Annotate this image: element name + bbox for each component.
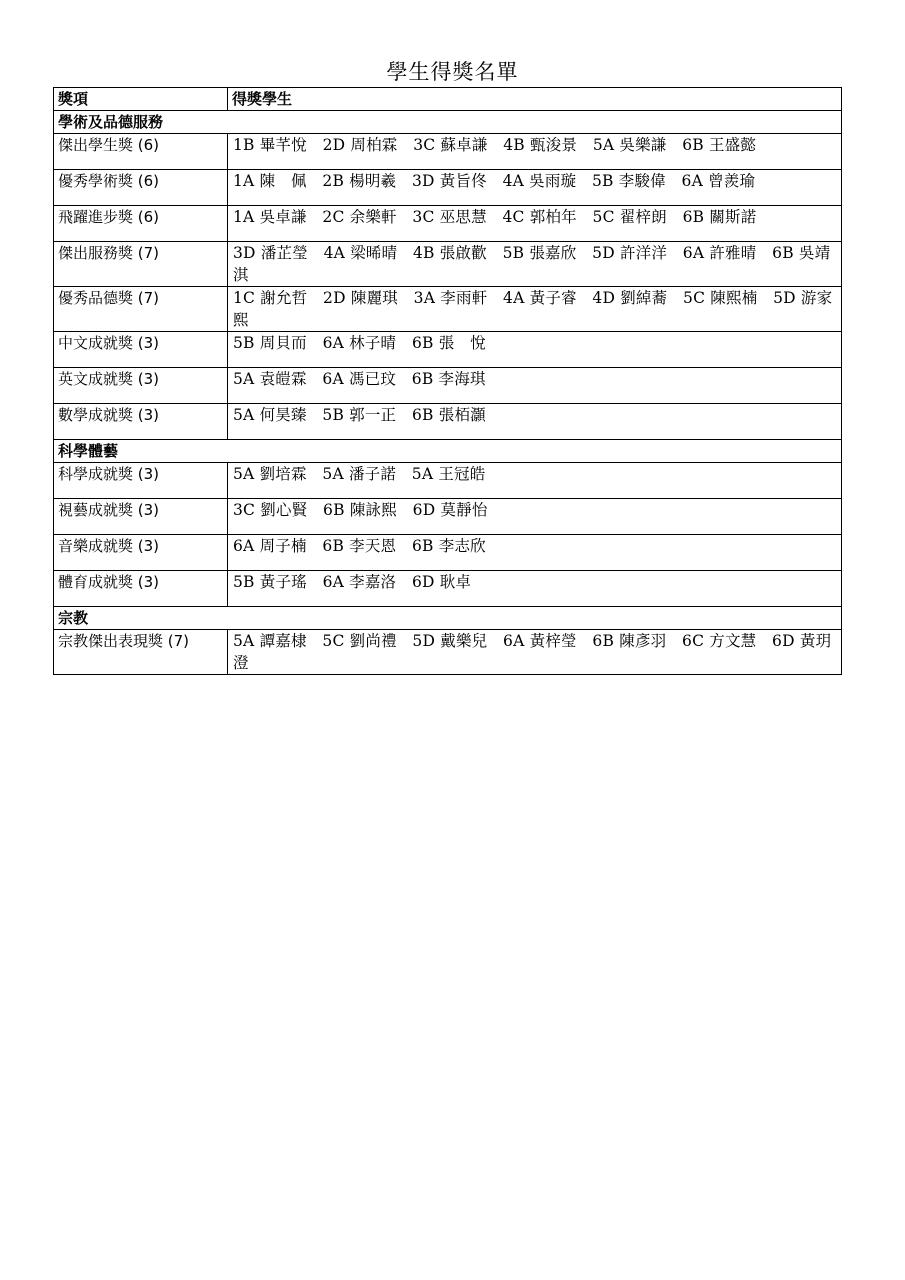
award-name-cell: 數學成就獎 (3) bbox=[54, 404, 228, 440]
awards-table bbox=[53, 87, 842, 675]
award-name-cell: 中文成就獎 (3) bbox=[54, 332, 228, 368]
award-row bbox=[54, 287, 842, 332]
award-students-cell: 5A 譚嘉棣 5C 劉尚禮 5D 戴樂兒 6A 黃梓瑩 6B 陳彥羽 6C 方文慧 6D 黃玥澄 bbox=[228, 630, 842, 675]
award-students-cell: 6A 周子楠 6B 李天恩 6B 李志欣 bbox=[228, 535, 842, 571]
award-name-cell: 科學成就獎 (3) bbox=[54, 463, 228, 499]
award-row bbox=[54, 134, 842, 170]
award-students-cell: 5A 劉培霖 5A 潘子諾 5A 王冠皓 bbox=[228, 463, 842, 499]
award-name-cell: 傑出服務獎 (7) bbox=[54, 242, 228, 287]
award-row bbox=[54, 170, 842, 206]
award-students-cell: 5B 黃子瑤 6A 李嘉洛 6D 耿卓 bbox=[228, 571, 842, 607]
section-title: 科學體藝 bbox=[54, 440, 842, 463]
award-students-cell: 5A 何昊臻 5B 郭一正 6B 張栢灝 bbox=[228, 404, 842, 440]
document-title: 學生得獎名單 bbox=[386, 60, 519, 84]
award-row bbox=[54, 463, 842, 499]
award-row bbox=[54, 368, 842, 404]
award-students-cell: 5B 周貝而 6A 林子晴 6B 張 悅 bbox=[228, 332, 842, 368]
award-name-cell: 優秀學術獎 (6) bbox=[54, 170, 228, 206]
table-header-row bbox=[54, 88, 842, 111]
award-students-cell: 1A 陳 佩 2B 楊明羲 3D 黃旨佟 4A 吳雨璇 5B 李駿偉 6A 曾羨瑜 bbox=[228, 170, 842, 206]
award-row bbox=[54, 404, 842, 440]
award-students-cell: 3C 劉心賢 6B 陳詠熙 6D 莫靜怡 bbox=[228, 499, 842, 535]
award-students-cell: 3D 潘芷瑩 4A 梁晞晴 4B 張啟歡 5B 張嘉欣 5D 許洋洋 6A 許雅晴 6B 吳靖淇 bbox=[228, 242, 842, 287]
award-row bbox=[54, 499, 842, 535]
award-row bbox=[54, 535, 842, 571]
header-award-cell: 獎項 bbox=[54, 88, 228, 111]
award-name-cell: 音樂成就獎 (3) bbox=[54, 535, 228, 571]
award-row bbox=[54, 206, 842, 242]
section-title: 宗教 bbox=[54, 607, 842, 630]
award-name-cell: 傑出學生獎 (6) bbox=[54, 134, 228, 170]
award-row bbox=[54, 242, 842, 287]
award-row bbox=[54, 630, 842, 675]
award-students-cell: 1A 吳卓謙 2C 余樂軒 3C 巫思慧 4C 郭柏年 5C 翟梓朗 6B 關斯諾 bbox=[228, 206, 842, 242]
section-title: 學術及品德服務 bbox=[54, 111, 842, 134]
award-row bbox=[54, 571, 842, 607]
award-row bbox=[54, 332, 842, 368]
section-row bbox=[54, 440, 842, 463]
award-students-cell: 5A 袁皚霖 6A 馮已玟 6B 李海琪 bbox=[228, 368, 842, 404]
award-students-cell: 1C 謝允哲 2D 陳麗琪 3A 李雨軒 4A 黃子睿 4D 劉綽蕎 5C 陳熙楠 5D 游家熙 bbox=[228, 287, 842, 332]
award-name-cell: 視藝成就獎 (3) bbox=[54, 499, 228, 535]
award-students-cell: 1B 畢芊悅 2D 周柏霖 3C 蘇卓謙 4B 甄浚景 5A 吳樂謙 6B 王盛懿 bbox=[228, 134, 842, 170]
header-students-cell: 得獎學生 bbox=[228, 88, 842, 111]
section-row bbox=[54, 111, 842, 134]
award-name-cell: 英文成就獎 (3) bbox=[54, 368, 228, 404]
award-name-cell: 優秀品德獎 (7) bbox=[54, 287, 228, 332]
section-row bbox=[54, 607, 842, 630]
award-name-cell: 宗教傑出表現獎 (7) bbox=[54, 630, 228, 675]
award-name-cell: 飛躍進步獎 (6) bbox=[54, 206, 228, 242]
award-name-cell: 體育成就獎 (3) bbox=[54, 571, 228, 607]
